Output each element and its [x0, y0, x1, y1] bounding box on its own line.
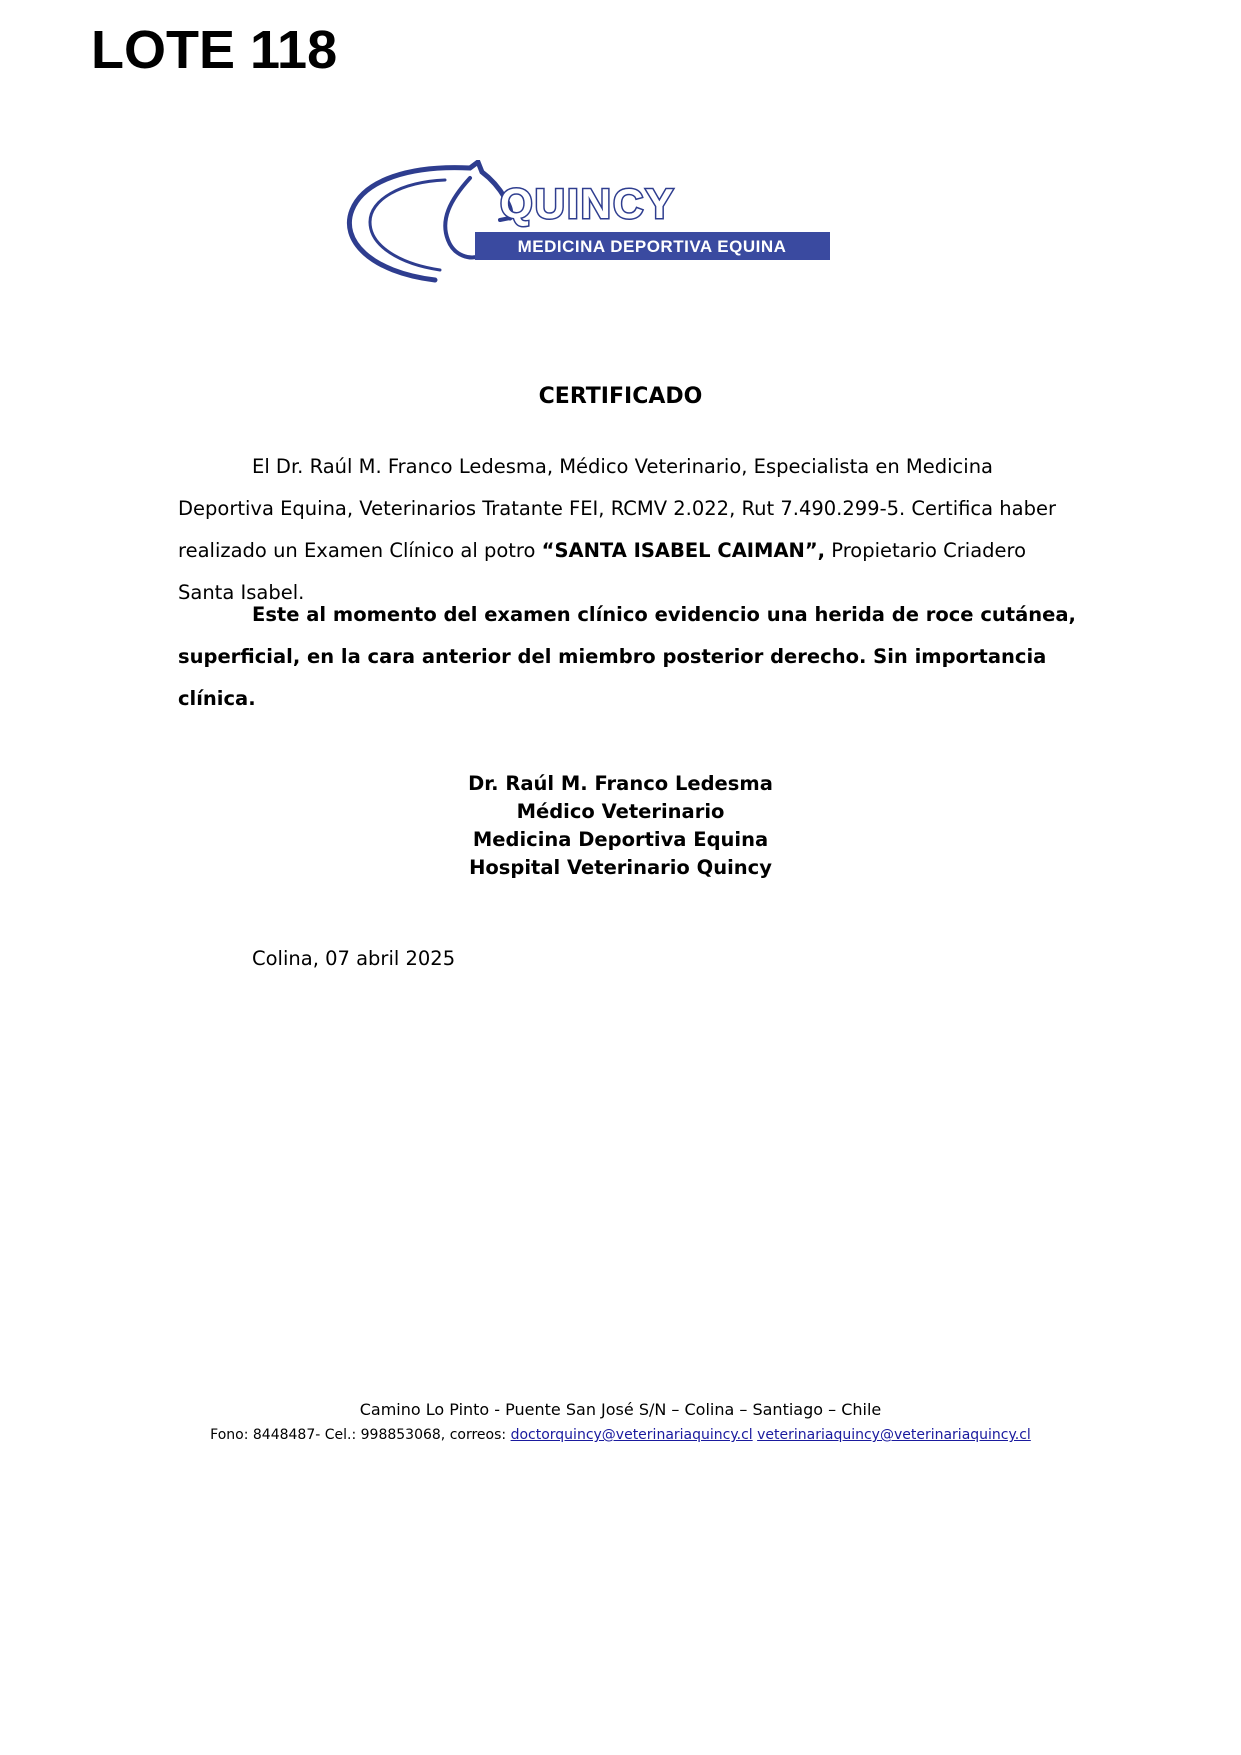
footer-contact-prefix: Fono: 8448487- Cel.: 998853068, correos:: [210, 1427, 511, 1443]
horse-name: “SANTA ISABEL CAIMAN”,: [541, 539, 826, 562]
footer-contact: [0, 1425, 1241, 1445]
logo-brand-name: QUINCY: [500, 180, 676, 227]
certificate-paragraph-1: [178, 446, 1078, 614]
email-link-1[interactable]: doctorquincy@veterinariaquincy.cl: [510, 1427, 753, 1443]
certificate-paragraph-2: [178, 594, 1078, 720]
owner-text: Propietario Criadero Santa Isabel.: [178, 539, 1027, 604]
place-date: Colina, 07 abril 2025: [252, 947, 456, 970]
signer-institution: Hospital Veterinario Quincy: [469, 856, 772, 879]
signer-name: Dr. Raúl M. Franco Ledesma: [468, 772, 773, 795]
certificate-title: CERTIFICADO: [538, 384, 703, 409]
signer-specialty: Medicina Deportiva Equina: [472, 828, 769, 851]
paragraph-2-text: Este al momento del examen clínico evidencio una herida de roce cutánea, superficial, en la cara anterior del miembro posterior derecho. Sin importancia clínica.: [178, 603, 1076, 710]
lot-number: LOTE 118: [91, 20, 338, 80]
logo-tagline: MEDICINA DEPORTIVA EQUINA: [517, 237, 787, 256]
signer-title: Médico Veterinario: [516, 800, 725, 823]
footer-address: Camino Lo Pinto - Puente San José S/N – Colina – Santiago – Chile: [359, 1400, 882, 1419]
horse-head-icon: [349, 162, 510, 280]
paragraph-1-intro: El Dr. Raúl M. Franco Ledesma, Médico Veterinario, Especialista en Medicina Deportiva Equina, Veterinarios Tratante FEI, RCMV 2.022, Rut 7.490.299-5. Certifica haber realizado un Examen Clínico al potro: [178, 455, 1056, 562]
quincy-logo: [340, 160, 830, 285]
signature-block: [0, 770, 1241, 882]
email-link-2[interactable]: veterinariaquincy@veterinariaquincy.cl: [757, 1427, 1031, 1443]
